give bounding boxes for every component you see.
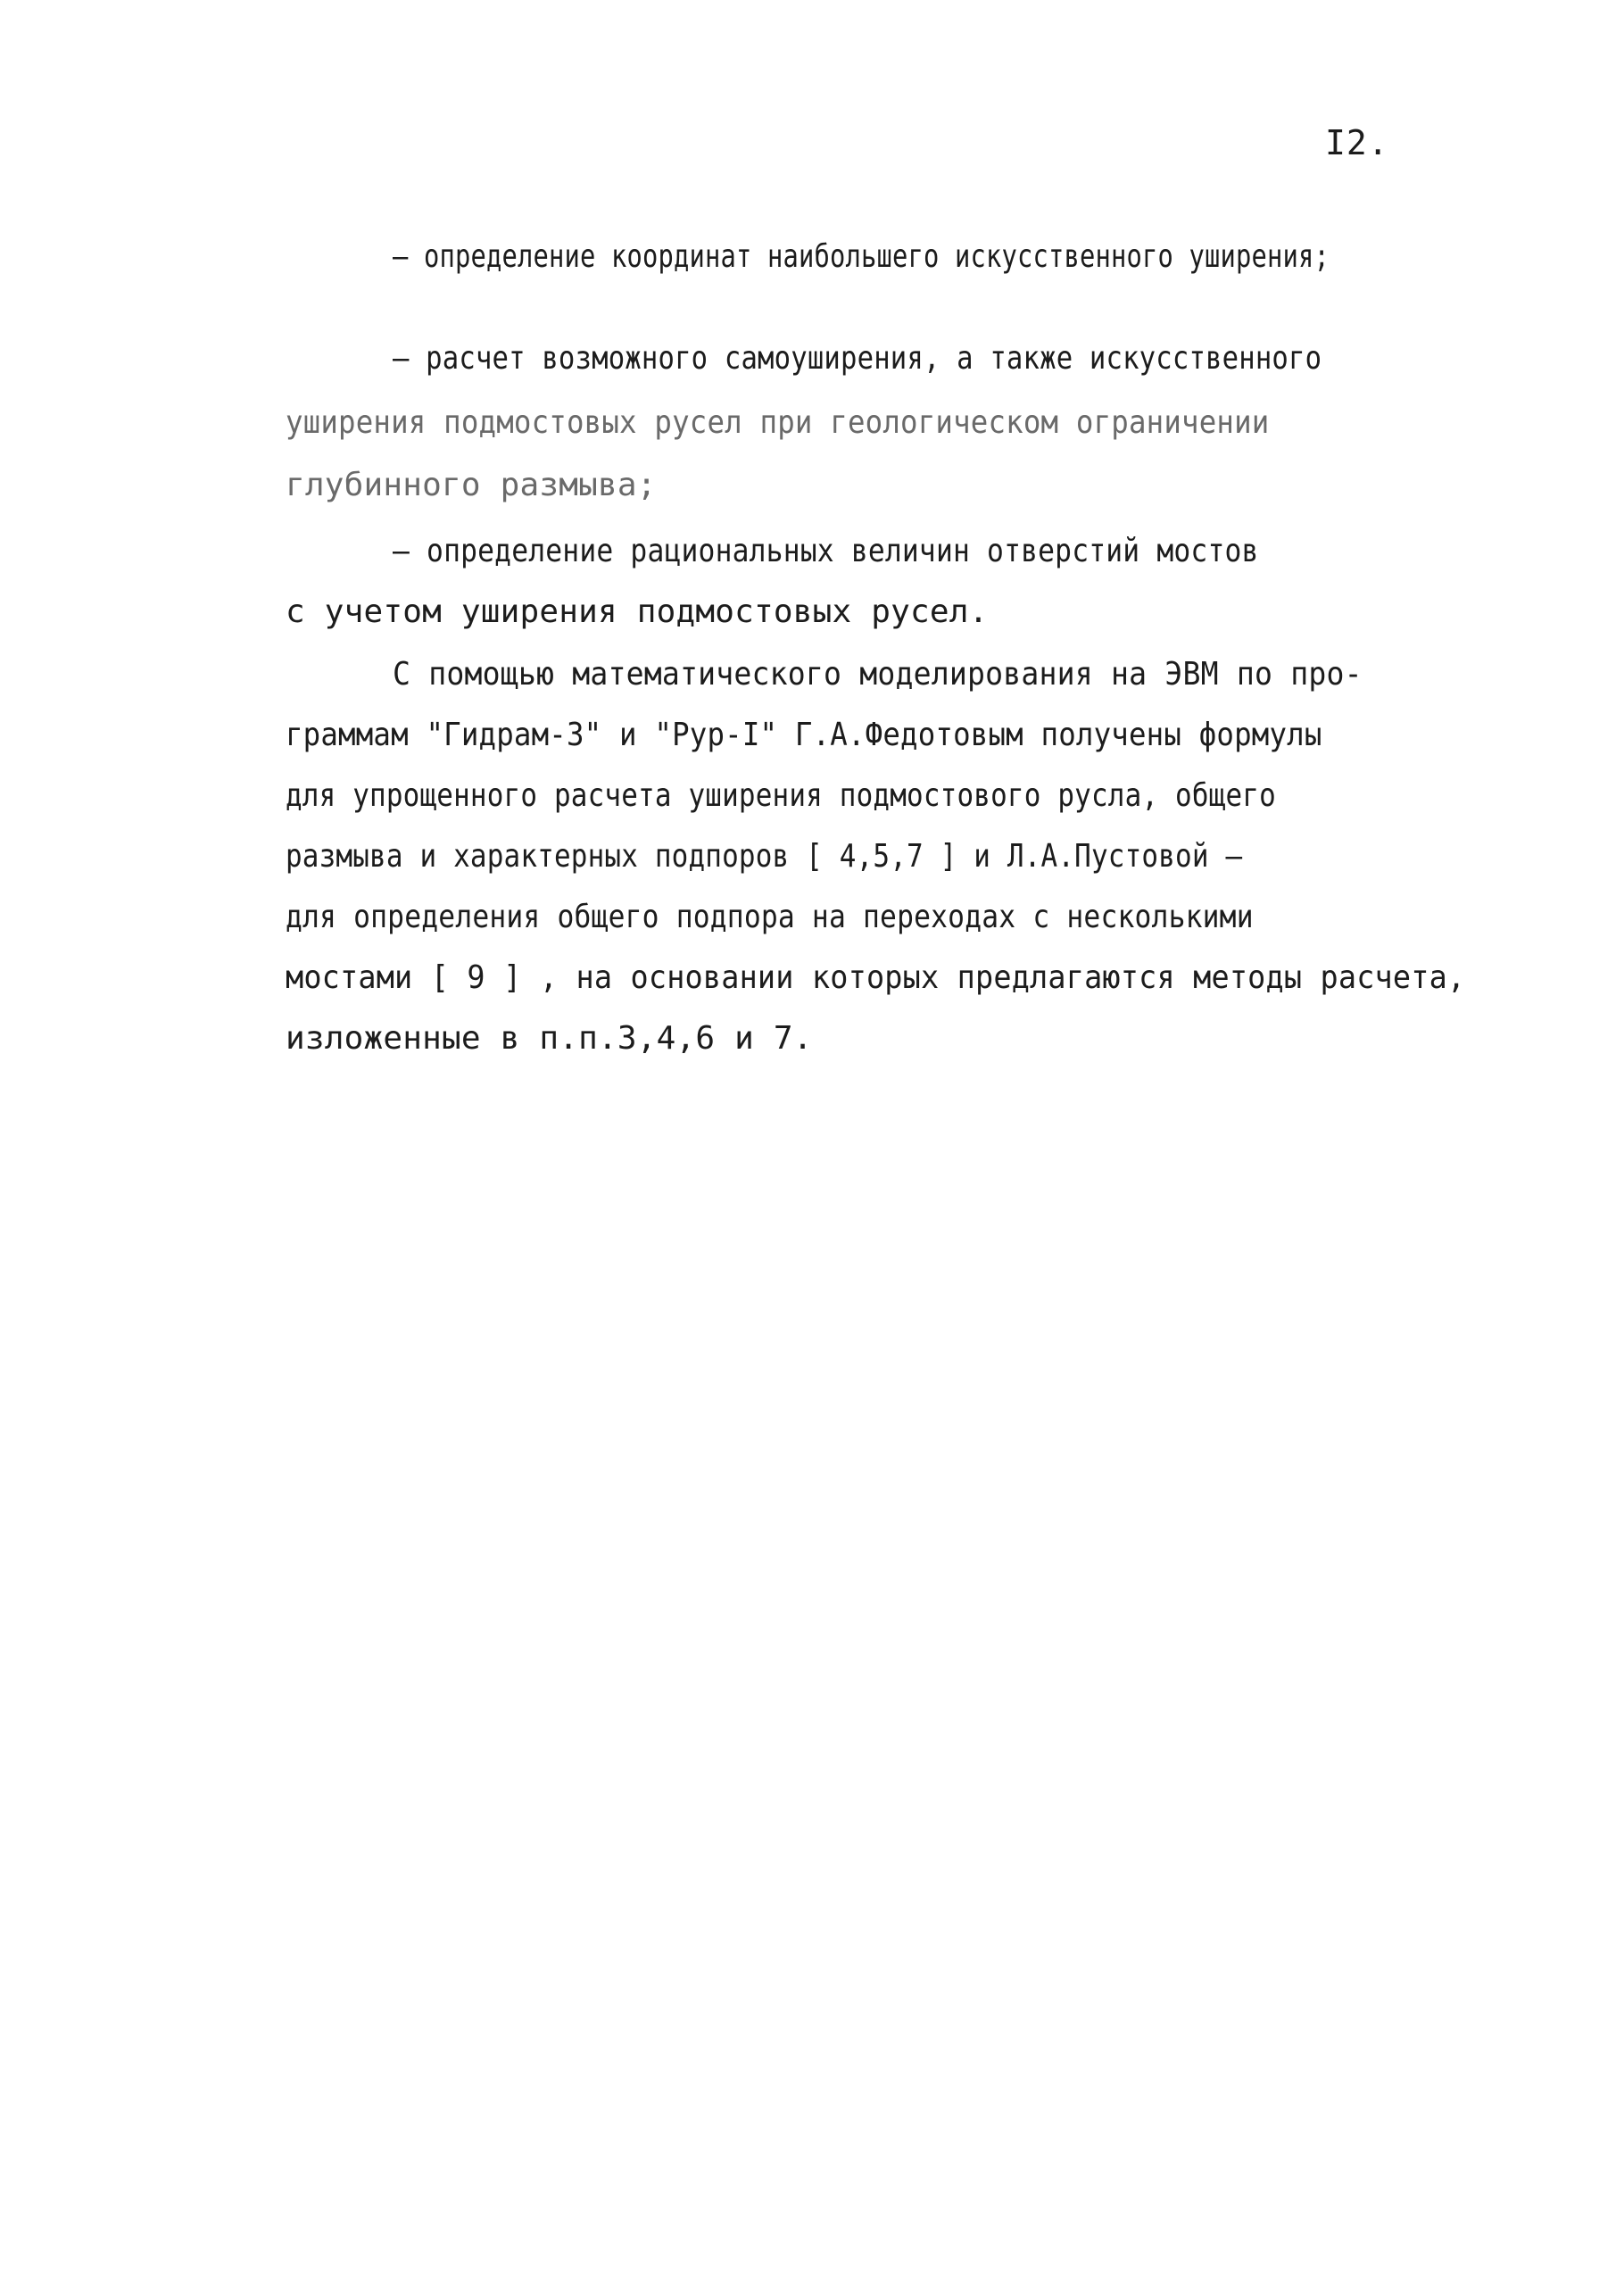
text-line: – расчет возможного самоуширения, а также искусственного [393, 340, 1322, 377]
text-line: С помощью математического моделирования на ЭВМ по про- [393, 656, 1363, 693]
text-line: мостами [ 9 ] , на основании которых предлагаются методы расчета, [286, 959, 1466, 996]
text-line: граммам "Гидрам-3" и "Рур-I" Г.А.Федотовым получены формулы [286, 717, 1322, 753]
page-number: I2. [1325, 123, 1389, 162]
text-line: для упрощенного расчета уширения подмостового русла, общего [286, 777, 1276, 814]
text-line: уширения подмостовых русел при геологическом ограничении [286, 404, 1270, 441]
text-line: – определение координат наибольшего искусственного уширения; [393, 238, 1330, 275]
text-line: для определения общего подпора на переходах с несколькими [286, 899, 1254, 935]
text-line: глубинного размыва; [286, 467, 657, 503]
text-line: с учетом уширения подмостовых русел. [286, 593, 989, 630]
text-line: изложенные в п.п.3,4,6 и 7. [286, 1020, 813, 1057]
text-line: – определение рациональных величин отверстий мостов [393, 533, 1259, 569]
text-line: размыва и характерных подпоров [ 4,5,7 ] и Л.А.Пустовой – [286, 838, 1243, 875]
